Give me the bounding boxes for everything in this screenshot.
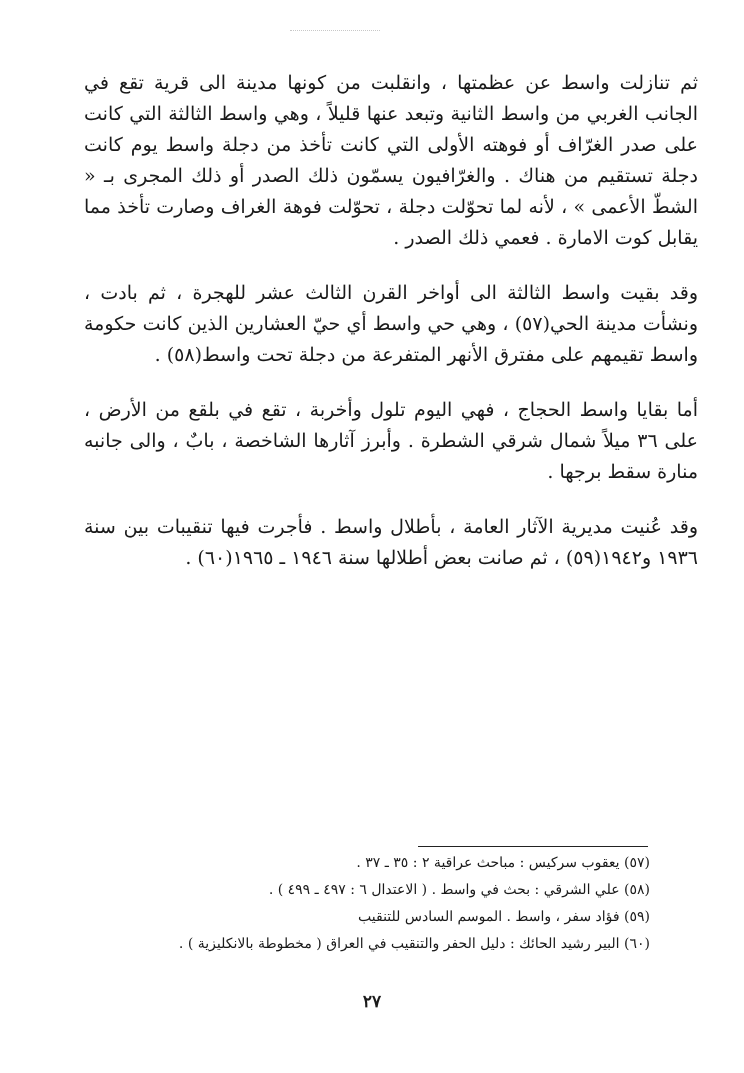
paragraph-2: وقد بقيت واسط الثالثة الى أواخر القرن الثالث عشر للهجرة ، ثم بادت ، ونشأت مدينة الحي(٥٧) ، وهي حي واسط أي حيّ العشارين الذين كانت حكومة واسط تقيمهم على مفترق الأنهر المتفرعة من دجلة تحت واسط(٥٨) . — [84, 282, 698, 366]
footnote-58: (٥٨) علي الشرقي : بحث في واسط . ( الاعتدال ٦ : ٤٩٧ ـ ٤٩٩ ) . — [268, 882, 650, 898]
scan-artifact — [290, 30, 380, 31]
footnotes — [84, 850, 650, 958]
paragraph-1: ثم تنازلت واسط عن عظمتها ، وانقلبت من كونها مدينة الى قرية تقع في الجانب الغربي من واسط الثانية وتبعد عنها قليلاً ، وهي واسط الثالثة التي كانت على صدر الغرّاف أو فوهته الأولى التي كانت تأخذ من دجلة واسط يوم كانت دجلة تستقيم من هناك . والغرّافيون يسمّون ذلك الصدر أو ذلك المجرى بـ « الشطّ الأعمى » ، لأنه لما تحوّلت دجلة ، تحوّلت فوهة الغراف وصارت تأخذ مما يقابل كوت الامارة . فعمي ذلك الصدر . — [84, 72, 698, 249]
page-number: ٢٧ — [362, 992, 382, 1012]
paragraph-3: أما بقايا واسط الحجاج ، فهي اليوم تلول وأخربة ، تقع في بلقع من الأرض ، على ٣٦ ميلاً شمال شرقي الشطرة . وأبرز آثارها الشاخصة ، بابٌ ، والى جانبه منارة سقط برجها . — [84, 399, 698, 483]
paragraph-4: وقد عُنيت مديرية الآثار العامة ، بأطلال واسط . فأجرت فيها تنقيبات بين سنة ١٩٣٦ و١٩٤٢(٥٩) ، ثم صانت بعض أطلالها سنة ١٩٤٦ ـ ١٩٦٥(٦٠) . — [84, 516, 698, 569]
footnote-separator — [418, 846, 648, 847]
footnote-60: (٦٠) البير رشيد الحائك : دليل الحفر والتنقيب في العراق ( مخطوطة بالانكليزية ) . — [178, 936, 650, 952]
footnote-57: (٥٧) يعقوب سركيس : مباحث عراقية ٢ : ٣٥ ـ ٣٧ . — [356, 855, 650, 871]
footnote-59: (٥٩) فؤاد سفر ، واسط . الموسم السادس للتنقيب — [358, 909, 650, 925]
body-text — [84, 68, 698, 598]
